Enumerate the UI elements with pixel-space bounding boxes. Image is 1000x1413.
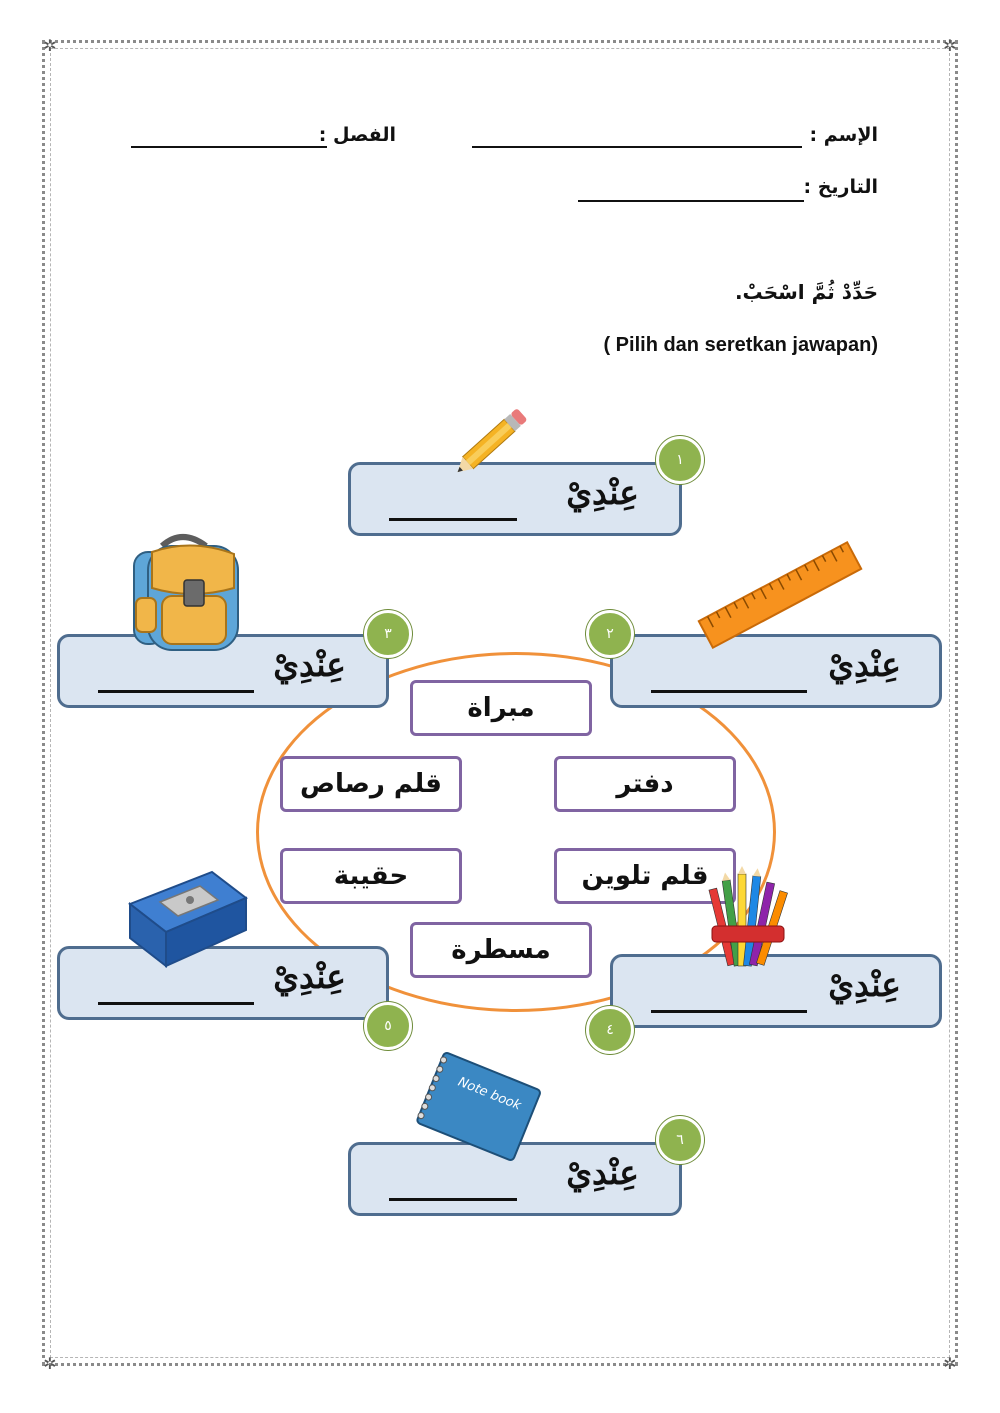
date-field[interactable] <box>578 200 804 202</box>
slot-word: عِنْدِيْ <box>273 957 346 996</box>
notebook-icon <box>404 1054 550 1162</box>
date-label: التاريخ : <box>803 176 878 198</box>
class-field[interactable] <box>131 146 327 148</box>
name-field[interactable] <box>472 146 802 148</box>
drop-target[interactable] <box>98 1002 254 1005</box>
number-badge: ١ <box>656 436 704 484</box>
corner-ornament-icon: ✲ <box>943 1354 957 1373</box>
pencil-icon <box>446 400 536 484</box>
notebook-cover-text: Note book <box>455 1074 524 1114</box>
number-badge: ٥ <box>364 1002 412 1050</box>
option-notebook[interactable]: دفتر <box>554 756 736 812</box>
ruler-icon <box>690 536 870 654</box>
slot-word: عِنْدِيْ <box>566 473 639 512</box>
option-pencil[interactable]: قلم رصاص <box>280 756 462 812</box>
corner-ornament-icon: ✲ <box>43 36 57 55</box>
option-bag[interactable]: حقيبة <box>280 848 462 904</box>
number-badge: ٣ <box>364 610 412 658</box>
number-badge: ٤ <box>586 1006 634 1054</box>
option-colored-pencil[interactable]: قلم تلوين <box>554 848 736 904</box>
instruction-malay: ( Pilih dan seretkan jawapan) <box>603 334 878 356</box>
drop-target[interactable] <box>651 690 807 693</box>
name-label: الإسم : <box>809 124 878 146</box>
colored-pencils-icon <box>708 866 792 972</box>
slot-word: عِنْدِيْ <box>828 965 901 1004</box>
slot-word: عِنْدِيْ <box>273 645 346 684</box>
drop-target[interactable] <box>389 1198 517 1201</box>
drop-target[interactable] <box>651 1010 807 1013</box>
class-label: الفصل : <box>318 124 396 146</box>
slot-word: عِنْدِيْ <box>828 645 901 684</box>
backpack-icon <box>122 532 246 654</box>
slot-word: عِنْدِيْ <box>566 1153 639 1192</box>
drop-target[interactable] <box>98 690 254 693</box>
option-ruler[interactable]: مسطرة <box>410 922 592 978</box>
sharpener-icon <box>126 868 250 968</box>
option-sharpener[interactable]: مبراة <box>410 680 592 736</box>
number-badge: ٢ <box>586 610 634 658</box>
corner-ornament-icon: ✲ <box>43 1354 57 1373</box>
corner-ornament-icon: ✲ <box>943 36 957 55</box>
drop-target[interactable] <box>389 518 517 521</box>
number-badge: ٦ <box>656 1116 704 1164</box>
instruction-arabic: حَدِّدْ ثُمَّ اسْحَبْ. <box>734 280 878 304</box>
